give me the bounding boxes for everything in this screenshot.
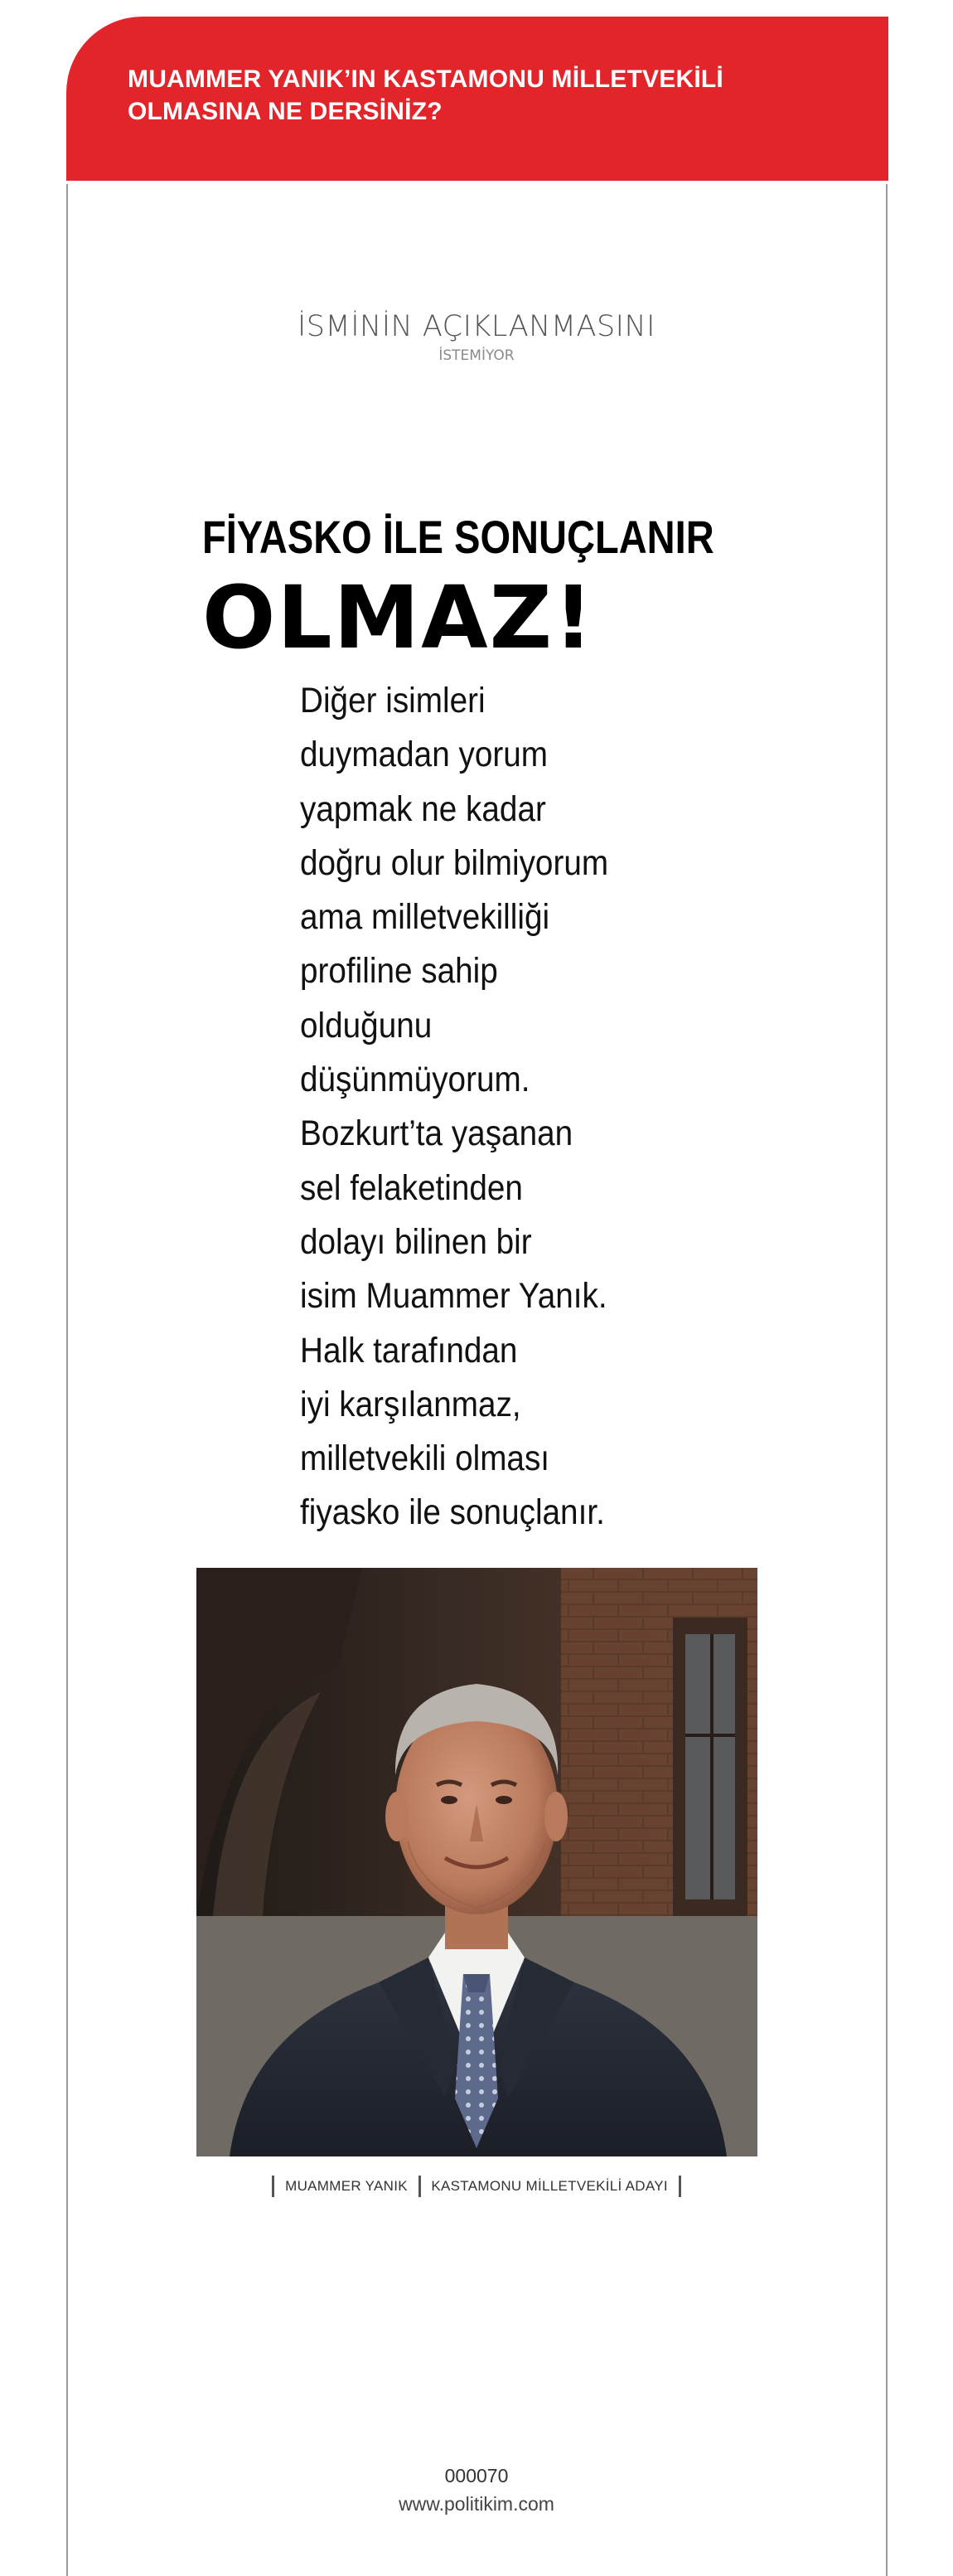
caption-divider: [418, 2176, 421, 2197]
quote-line: profiline sahip: [300, 951, 498, 992]
header-title: MUAMMER YANIK’IN KASTAMONU MİLLETVEKİLİ OLMASINA NE DERSİNİZ?: [128, 65, 723, 125]
caption-divider: [679, 2176, 681, 2197]
footer: [0, 2463, 953, 2516]
quote-line: olduğunu: [300, 1005, 433, 1045]
quote-line: yapmak ne kadar: [300, 788, 546, 829]
quote-line: fiyasko ile sonuçlanır.: [300, 1492, 605, 1533]
quote-line: sel felaketinden: [300, 1167, 523, 1208]
photo-caption: [0, 2173, 953, 2199]
headline-kicker: FİYASKO İLE SONUÇLANIR: [202, 511, 714, 563]
footer-code: 000070: [444, 2465, 509, 2486]
quote-body: [300, 674, 764, 1540]
source-sub-text: İSTEMİYOR: [438, 347, 515, 364]
portrait-photo: [196, 1568, 757, 2156]
frame-left-rule: [66, 184, 68, 2576]
quote-line: Halk tarafından: [300, 1330, 518, 1370]
quote-line: iyi karşılanmaz,: [300, 1384, 521, 1424]
frame-right-rule: [886, 184, 888, 2576]
headline-main: OLMAZ!: [202, 567, 595, 668]
footer-url: www.politikim.com: [399, 2493, 554, 2515]
quote-line: Bozkurt’ta yaşanan: [300, 1113, 573, 1154]
caption-divider: [272, 2176, 274, 2197]
caption-name: MUAMMER YANIK: [285, 2177, 408, 2194]
quote-line: düşünmüyorum.: [300, 1060, 530, 1100]
quote-line: duymadan yorum: [300, 735, 549, 775]
quote-line: Diğer isimleri: [300, 681, 486, 720]
caption-role: KASTAMONU MİLLETVEKİLİ ADAYI: [431, 2177, 668, 2194]
quote-line: doğru olur bilmiyorum: [300, 842, 609, 883]
header-banner: [66, 17, 888, 181]
quote-line: dolayı bilinen bir: [300, 1221, 532, 1262]
quote-line: milletvekili olması: [300, 1438, 550, 1479]
quote-line: ama milletvekilliği: [300, 897, 550, 938]
quote-line: isim Muammer Yanık.: [300, 1276, 607, 1317]
source-main-text: İSMİNİN AÇIKLANMASINI: [297, 310, 656, 343]
source-label: [0, 308, 953, 365]
